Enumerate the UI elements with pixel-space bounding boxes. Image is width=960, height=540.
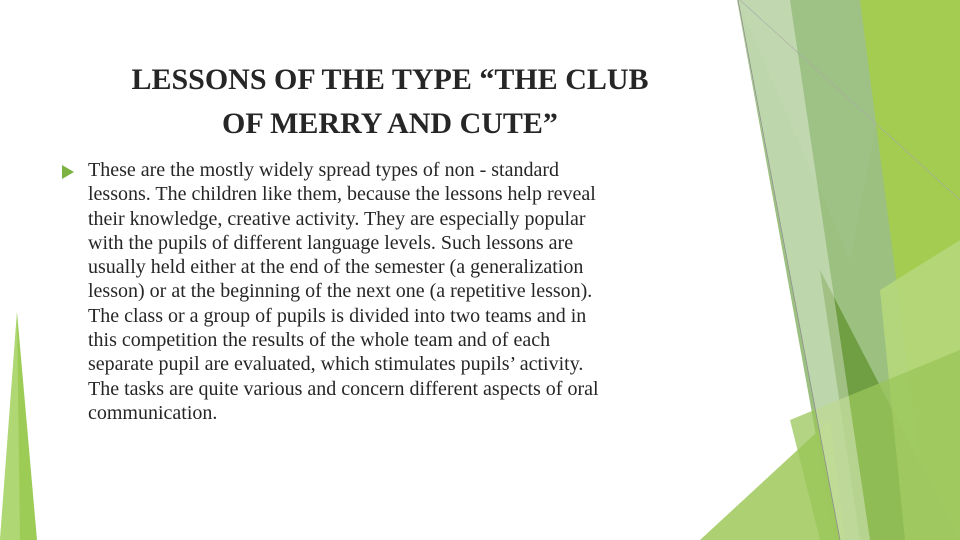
text-line: usually held either at the end of the semester (a generalization [88,256,584,279]
text-line: this competition the results of the whole team and of each [88,329,551,352]
text-line: separate pupil are evaluated, which stimulates pupils’ activity. [88,353,584,376]
text-line: These are the mostly widely spread types of non - standard [88,159,559,181]
bullet-item [62,158,722,425]
text-line: The tasks are quite various and concern different aspects of oral [88,377,599,400]
title-line: LESSONS OF THE TYPE “THE CLUB [131,63,649,96]
text-line: lessons. The children like them, because the lessons help reveal [88,183,596,206]
triangle-right-icon [62,165,74,179]
text-line: their knowledge, creative activity. They are especially popular [88,207,586,230]
title-line: OF MERRY AND CUTE” [222,107,558,140]
text-line: The class or a group of pupils is divided into two teams and in [88,304,587,327]
text-line: communication. [88,401,218,424]
slide-title [40,58,740,146]
bullet-text [62,158,722,425]
facet-shape [0,312,20,540]
text-line: with the pupils of different language levels. Such lessons are [88,231,574,254]
text-line: lesson) or at the beginning of the next one (a repetitive lesson). [88,280,593,303]
